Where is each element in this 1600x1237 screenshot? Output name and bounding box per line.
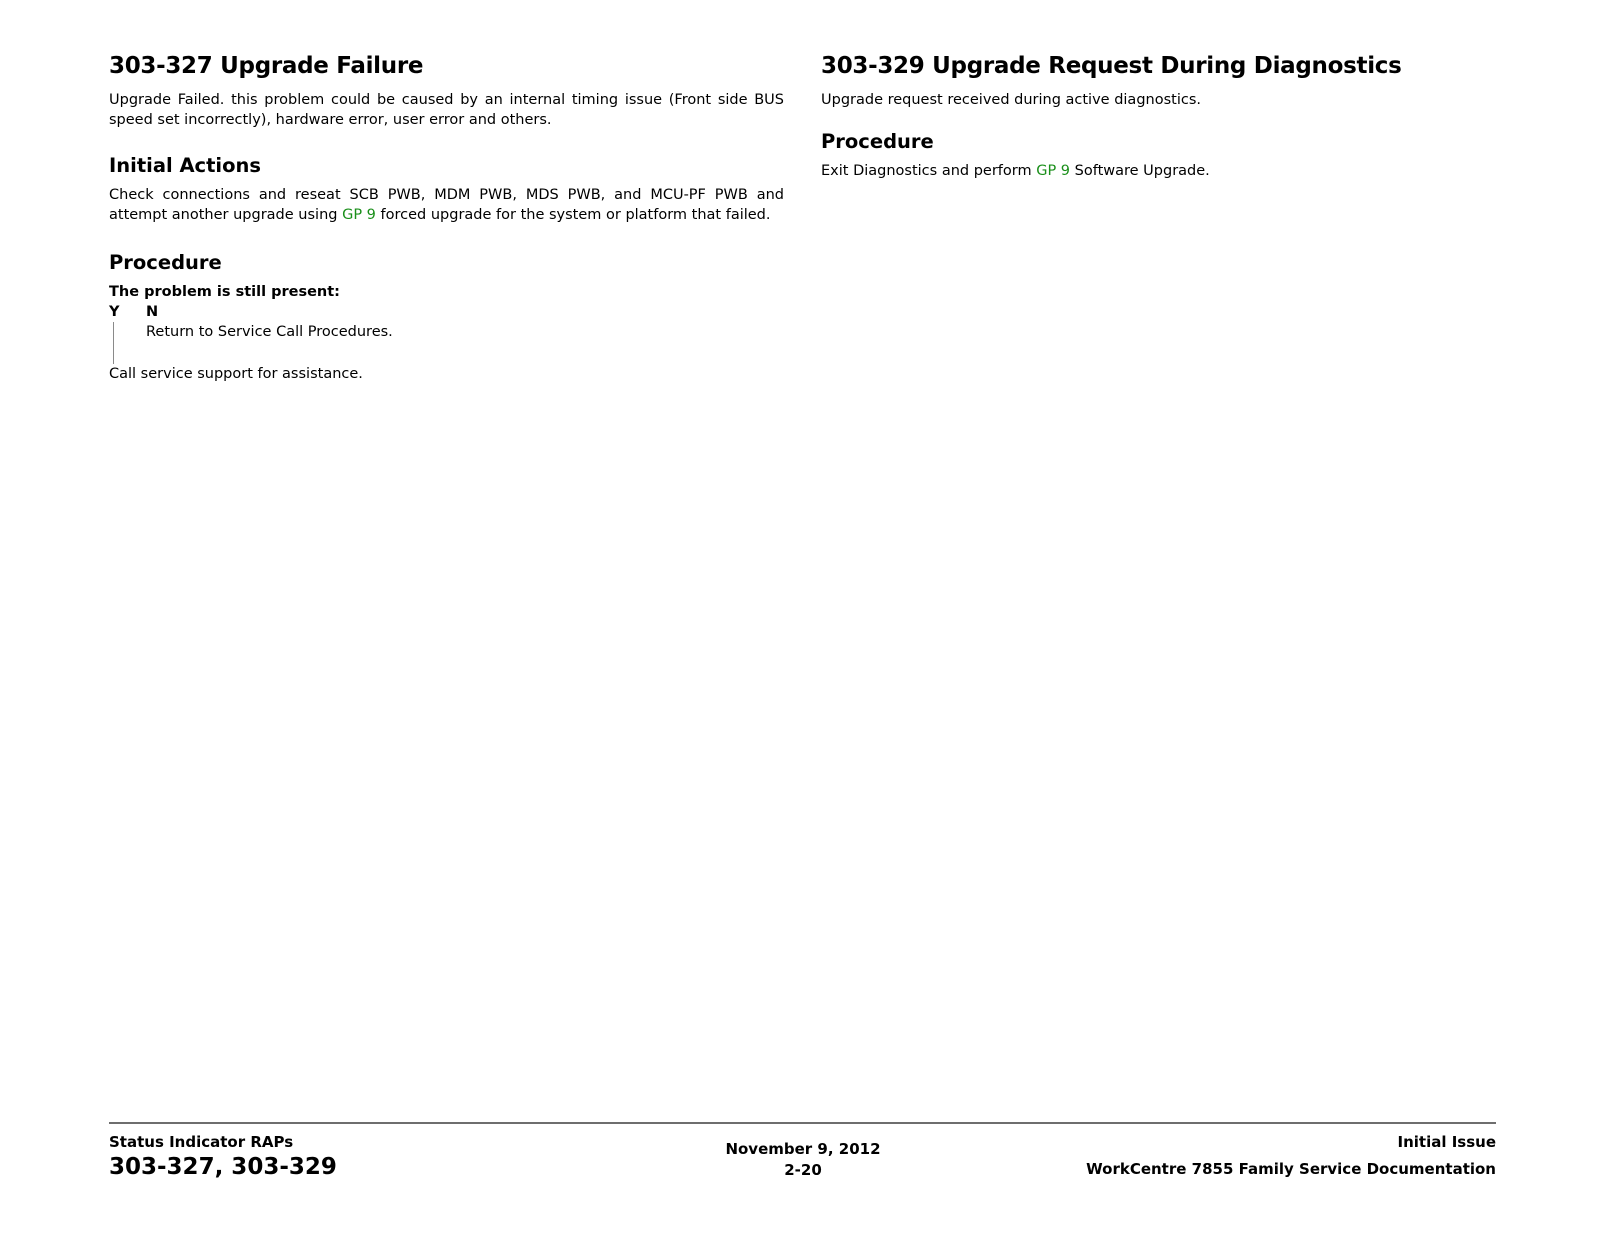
- rap-title-303-329: 303-329 Upgrade Request During Diagnostics: [821, 53, 1402, 79]
- initial-actions-text: [109, 185, 784, 225]
- procedure-heading-303-329: Procedure: [821, 130, 934, 153]
- no-action-text: Return to Service Call Procedures.: [146, 324, 393, 340]
- yes-action-text: Call service support for assistance.: [109, 366, 363, 382]
- procedure-text-303-329: [821, 161, 1501, 181]
- procedure-text-before: Exit Diagnostics and perform: [821, 163, 1037, 179]
- procedure-text-after: Software Upgrade.: [1070, 163, 1210, 179]
- procedure-heading-303-327: Procedure: [109, 251, 222, 274]
- rap-description-303-329: Upgrade request received during active diagnostics.: [821, 92, 1201, 108]
- procedure-question: The problem is still present:: [109, 284, 340, 300]
- footer-product: WorkCentre 7855 Family Service Documentation: [1086, 1160, 1496, 1178]
- left-column: [109, 48, 784, 384]
- initial-actions-text-before: Check connections and reseat SCB PWB, MDM PWB, MDS PWB, and MCU-PF PWB and attempt another upgrade using: [109, 187, 784, 223]
- rap-description-303-327: Upgrade Failed. this problem could be caused by an internal timing issue (Front side BUS speed set incorrectly), hardware error, user error and others.: [109, 92, 784, 128]
- no-label: N: [146, 304, 159, 320]
- no-branch: [109, 322, 784, 364]
- yes-label: Y: [109, 304, 120, 320]
- footer-page-number: 2-20: [784, 1161, 822, 1179]
- footer-section-name: Status Indicator RAPs: [109, 1133, 294, 1151]
- rap-title-303-327: 303-327 Upgrade Failure: [109, 53, 424, 79]
- footer-issue: Initial Issue: [1397, 1133, 1496, 1151]
- right-column: [821, 48, 1501, 181]
- footer-divider: [109, 1122, 1496, 1124]
- footer-left: [109, 1132, 337, 1182]
- initial-actions-text-after: forced upgrade for the system or platform that failed.: [375, 207, 771, 223]
- gp9-link-initial-actions[interactable]: GP 9: [342, 207, 376, 223]
- yes-no-labels: [109, 302, 784, 322]
- gp9-link-procedure[interactable]: GP 9: [1036, 163, 1071, 179]
- initial-actions-heading: Initial Actions: [109, 154, 262, 177]
- yes-branch-line: [113, 322, 114, 364]
- footer-date: November 9, 2012: [725, 1140, 881, 1158]
- footer-codes: 303-327, 303-329: [109, 1154, 337, 1180]
- footer-center: [700, 1139, 906, 1181]
- footer-right: [1086, 1132, 1496, 1179]
